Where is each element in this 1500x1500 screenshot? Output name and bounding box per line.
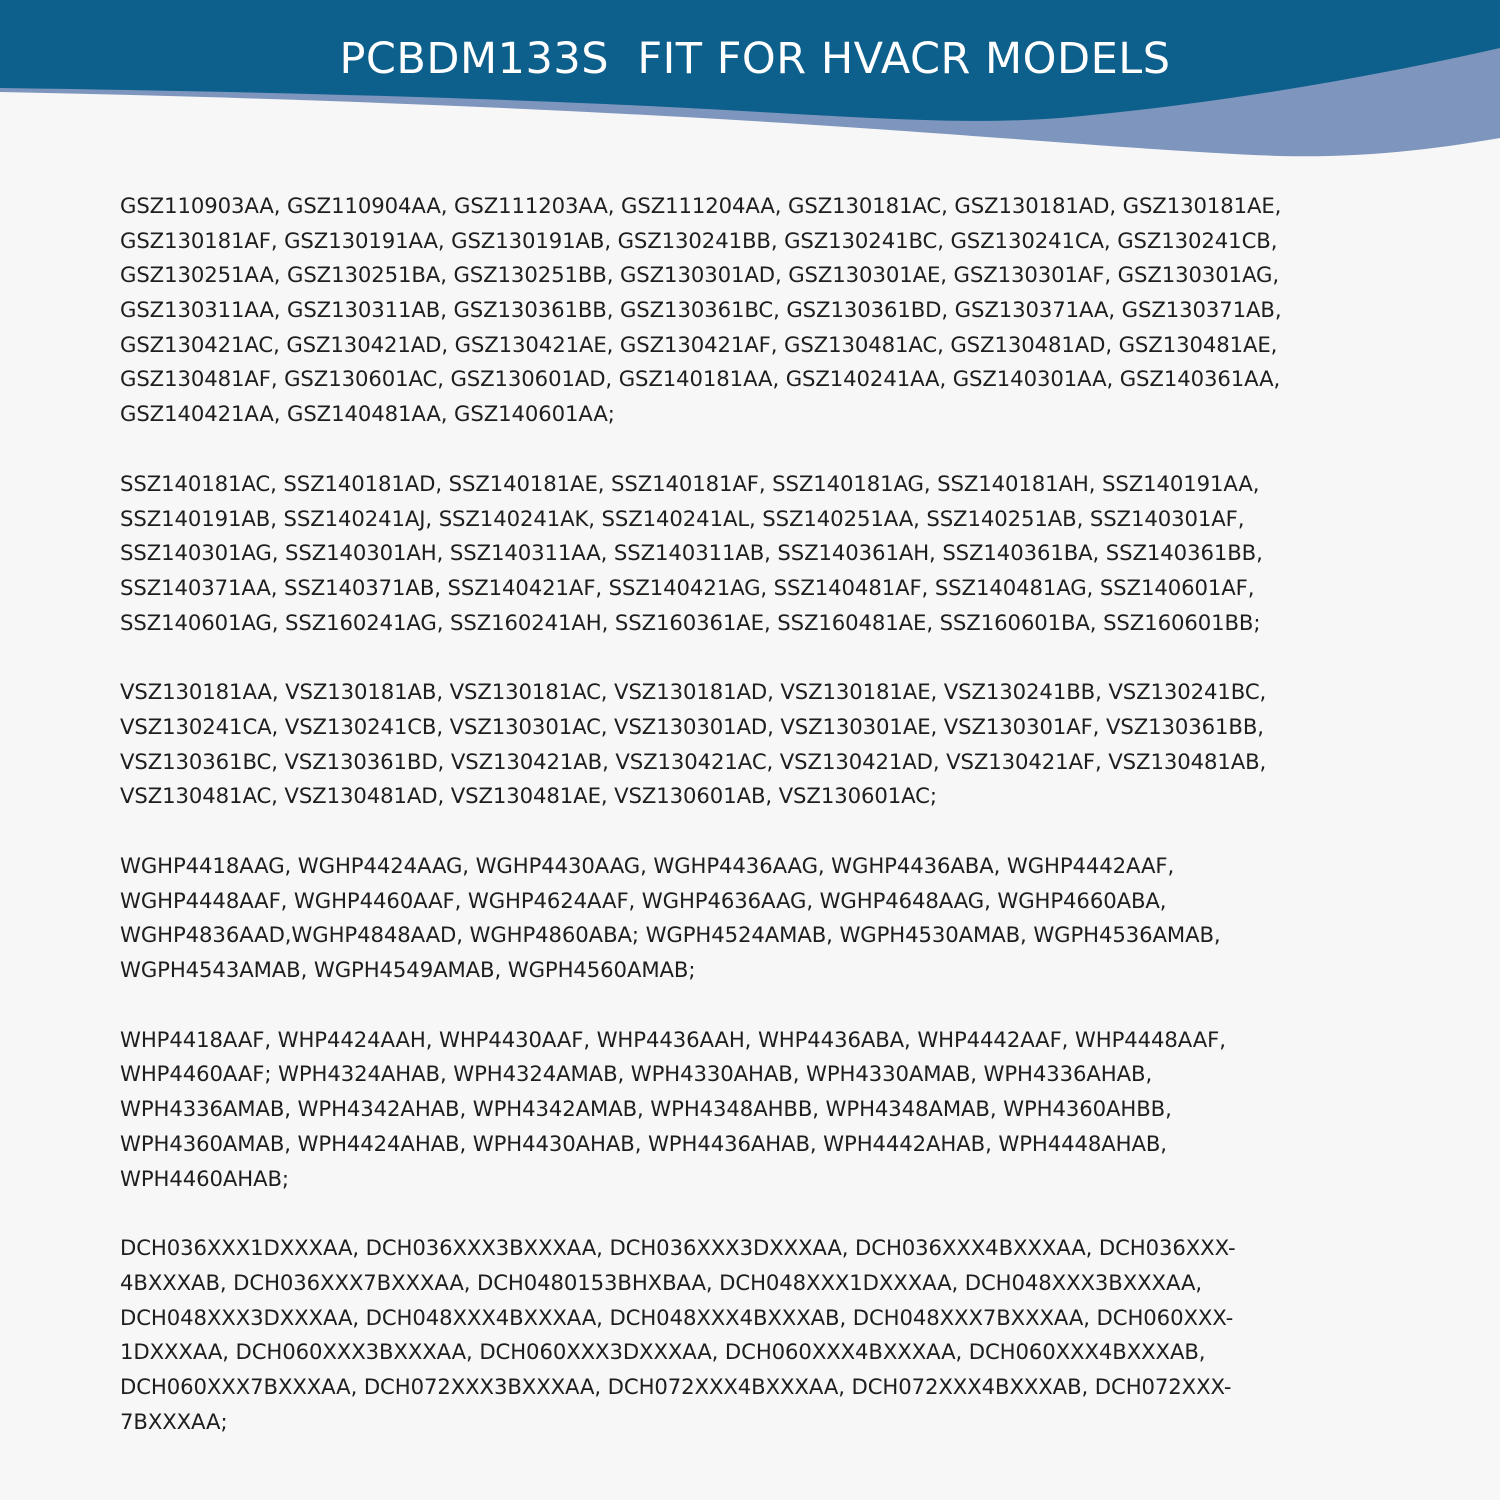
model-line: 4BXXXAB, DCH036XXX7BXXXAA, DCH0480153BHXBAA, DCH048XXX1DXXXAA, DCH048XXX3BXXXAA,	[120, 1269, 1202, 1295]
model-line: SSZ140301AG, SSZ140301AH, SSZ140311AA, SSZ140311AB, SSZ140361AH, SSZ140361BA, SSZ140361BB,	[120, 540, 1263, 566]
model-line: VSZ130181AA, VSZ130181AB, VSZ130181AC, VSZ130181AD, VSZ130181AE, VSZ130241BB, VSZ130241BC,	[120, 679, 1267, 705]
model-line: 1DXXXAA, DCH060XXX3BXXXAA, DCH060XXX3DXXXAA, DCH060XXX4BXXXAA, DCH060XXX4BXXXAB,	[120, 1339, 1206, 1365]
model-line: WHP4460AAF; WPH4324AHAB, WPH4324AMAB, WPH4330AHAB, WPH4330AMAB, WPH4336AHAB,	[120, 1061, 1153, 1087]
model-line: WGPH4543AMAB, WGPH4549AMAB, WGPH4560AMAB;	[120, 957, 696, 983]
model-line: DCH048XXX3DXXXAA, DCH048XXX4BXXXAA, DCH048XXX4BXXXAB, DCH048XXX7BXXXAA, DCH060XXX-	[120, 1304, 1234, 1330]
model-line: VSZ130241CA, VSZ130241CB, VSZ130301AC, VSZ130301AD, VSZ130301AE, VSZ130301AF, VSZ130361BB,	[120, 713, 1264, 739]
model-line: WPH4460AHAB;	[120, 1165, 289, 1191]
model-group-vsz	[120, 675, 1450, 814]
model-line: SSZ140371AA, SSZ140371AB, SSZ140421AF, SSZ140421AG, SSZ140481AF, SSZ140481AG, SSZ140601AF,	[120, 574, 1255, 600]
model-list	[120, 189, 1450, 1474]
model-line: GSZ130421AC, GSZ130421AD, GSZ130421AE, GSZ130421AF, GSZ130481AC, GSZ130481AD, GSZ130481AE,	[120, 331, 1278, 357]
model-group-ssz	[120, 467, 1450, 640]
model-line: SSZ140191AB, SSZ140241AJ, SSZ140241AK, SSZ140241AL, SSZ140251AA, SSZ140251AB, SSZ140301AF,	[120, 505, 1245, 531]
model-line: GSZ130481AF, GSZ130601AC, GSZ130601AD, GSZ140181AA, GSZ140241AA, GSZ140301AA, GSZ140361AA,	[120, 366, 1281, 392]
model-line: DCH060XXX7BXXXAA, DCH072XXX3BXXXAA, DCH072XXX4BXXXAA, DCH072XXX4BXXXAB, DCH072XXX-	[120, 1373, 1232, 1399]
model-line: WGHP4418AAG, WGHP4424AAG, WGHP4430AAG, WGHP4436AAG, WGHP4436ABA, WGHP4442AAF,	[120, 853, 1175, 878]
model-line: VSZ130361BC, VSZ130361BD, VSZ130421AB, VSZ130421AC, VSZ130421AD, VSZ130421AF, VSZ130481AB,	[120, 748, 1267, 774]
model-group-wghp	[120, 849, 1450, 988]
model-line: WPH4360AMAB, WPH4424AHAB, WPH4430AHAB, WPH4436AHAB, WPH4442AHAB, WPH4448AHAB,	[120, 1130, 1167, 1156]
model-line: WGHP4448AAF, WGHP4460AAF, WGHP4624AAF, WGHP4636AAG, WGHP4648AAG, WGHP4660ABA,	[120, 887, 1167, 913]
model-line: DCH036XXX1DXXXAA, DCH036XXX3BXXXAA, DCH036XXX3DXXXAA, DCH036XXX4BXXXAA, DCH036XXX-	[120, 1235, 1236, 1261]
model-line: SSZ140601AG, SSZ160241AG, SSZ160241AH, SSZ160361AE, SSZ160481AE, SSZ160601BA, SSZ160601BB;	[120, 609, 1261, 635]
page-title: PCBDM133S FIT FOR HVACR MODELS	[339, 34, 1171, 84]
model-group-gsz	[120, 189, 1450, 432]
model-line: GSZ130251AA, GSZ130251BA, GSZ130251BB, GSZ130301AD, GSZ130301AE, GSZ130301AF, GSZ130301AG,	[120, 262, 1279, 288]
model-line: GSZ130181AF, GSZ130191AA, GSZ130191AB, GSZ130241BB, GSZ130241BC, GSZ130241CA, GSZ130241CB,	[120, 227, 1278, 253]
model-line: 7BXXXAA;	[120, 1408, 228, 1434]
header-banner	[0, 0, 1500, 170]
model-group-dch	[120, 1231, 1450, 1439]
model-line: GSZ110903AA, GSZ110904AA, GSZ111203AA, GSZ111204AA, GSZ130181AC, GSZ130181AD, GSZ130181AE,	[120, 193, 1282, 218]
wave-banner-graphic	[0, 0, 1500, 170]
model-group-whp	[120, 1023, 1450, 1196]
model-line: SSZ140181AC, SSZ140181AD, SSZ140181AE, SSZ140181AF, SSZ140181AG, SSZ140181AH, SSZ140191AA,	[120, 470, 1260, 496]
model-line: GSZ140421AA, GSZ140481AA, GSZ140601AA;	[120, 401, 615, 427]
model-line: WPH4336AMAB, WPH4342AHAB, WPH4342AMAB, WPH4348AHBB, WPH4348AMAB, WPH4360AHBB,	[120, 1096, 1172, 1122]
model-line: VSZ130481AC, VSZ130481AD, VSZ130481AE, VSZ130601AB, VSZ130601AC;	[120, 783, 937, 809]
model-line: GSZ130311AA, GSZ130311AB, GSZ130361BB, GSZ130361BC, GSZ130361BD, GSZ130371AA, GSZ130371AB,	[120, 297, 1282, 323]
model-line: WGHP4836AAD,WGHP4848AAD, WGHP4860ABA; WGPH4524AMAB, WGPH4530AMAB, WGPH4536AMAB,	[120, 922, 1221, 948]
model-line: WHP4418AAF, WHP4424AAH, WHP4430AAF, WHP4436AAH, WHP4436ABA, WHP4442AAF, WHP4448AAF,	[120, 1026, 1226, 1052]
